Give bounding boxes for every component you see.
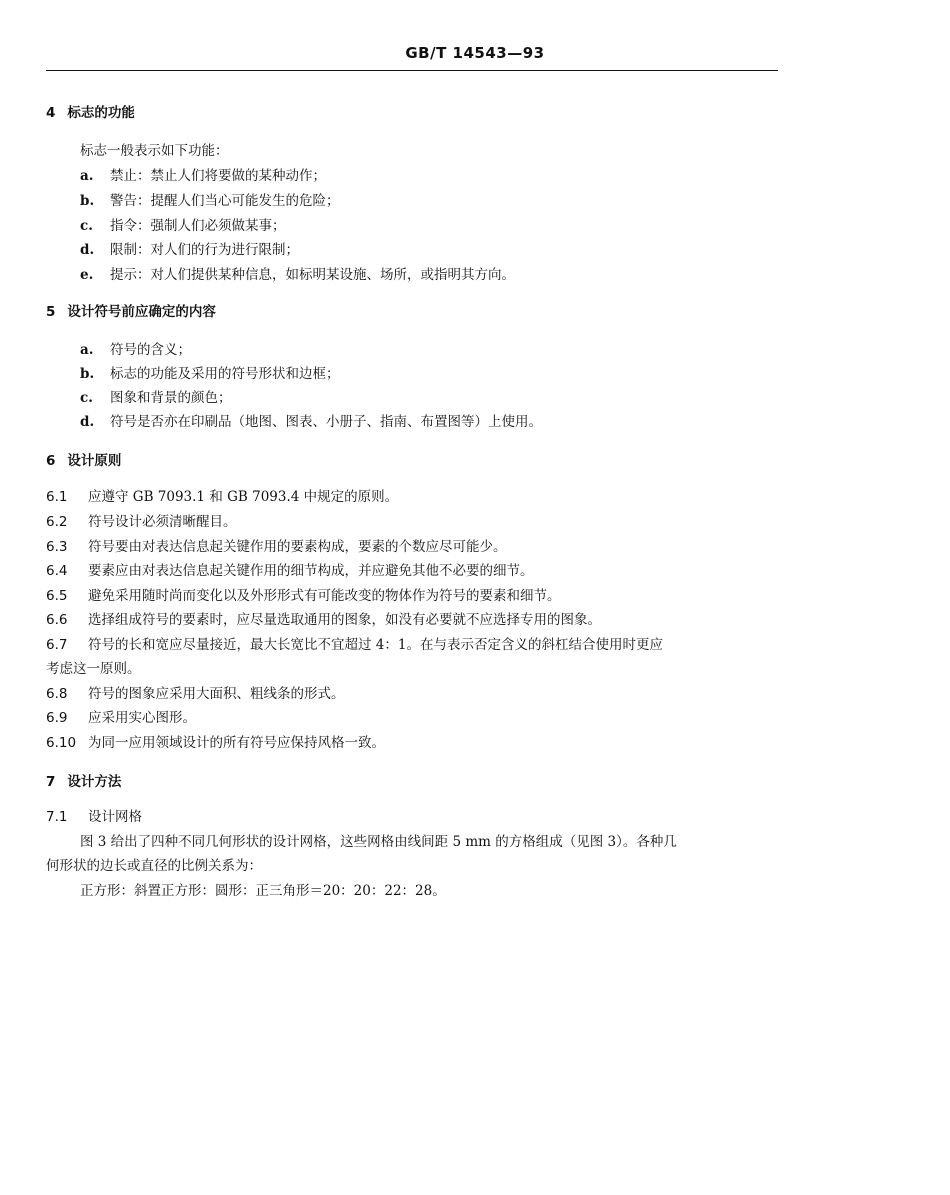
section-4-title: 标志的功能 <box>67 105 135 121</box>
clause-6-10: 6.10 为同一应用领域设计的所有符号应保持风格一致。 <box>46 735 385 751</box>
clause-6-5: 6.5 避免采用随时尚而变化以及外形形式有可能改变的物体作为符号的要素和细节。 <box>46 588 561 604</box>
header-rule <box>46 70 778 71</box>
section-7-paragraph-2: 正方形：斜置正方形：圆形：正三角形＝20：20：22：28。 <box>80 883 446 899</box>
clause-6-9: 6.9 应采用实心图形。 <box>46 710 196 726</box>
clause-7-1: 7.1 设计网格 <box>46 809 142 825</box>
clause-6-6: 6.6 选择组成符号的要素时，应尽量选取通用的图象，如没有必要就不应选择专用的图象。 <box>46 612 601 628</box>
section-5-item-d: d. 符号是否亦在印刷品（地图、图表、小册子、指南、布置图等）上使用。 <box>80 414 542 430</box>
section-4-item-b: b. 警告：提醒人们当心可能发生的危险； <box>80 193 340 209</box>
section-7-number: 7 <box>46 774 56 790</box>
section-4-heading <box>46 104 135 122</box>
clause-6-7-continued: 考虑这一原则。 <box>46 661 141 677</box>
section-6-title: 设计原则 <box>67 453 122 469</box>
section-4-item-e: e. 提示：对人们提供某种信息，如标明某设施、场所，或指明其方向。 <box>80 267 515 283</box>
section-7-heading <box>46 773 121 791</box>
section-6-number: 6 <box>46 453 56 469</box>
section-4-item-c: c. 指令：强制人们必须做某事； <box>80 218 286 234</box>
section-7-paragraph-1: 图 3 给出了四种不同几何形状的设计网格，这些网格由线间距 5 mm 的方格组成（见图 3）。各种几 <box>80 834 677 850</box>
section-5-title: 设计符号前应确定的内容 <box>67 304 216 320</box>
clause-6-7: 6.7 符号的长和宽应尽量接近，最大长宽比不宜超过 4：1。在与表示否定含义的斜杠结合使用时更应 <box>46 637 663 653</box>
section-4-item-a: a. 禁止：禁止人们将要做的某种动作； <box>80 168 326 184</box>
clause-6-2: 6.2 符号设计必须清晰醒目。 <box>46 514 237 530</box>
section-5-item-a: a. 符号的含义； <box>80 342 191 358</box>
section-5-item-c: c. 图象和背景的颜色； <box>80 390 232 406</box>
clause-6-4: 6.4 要素应由对表达信息起关键作用的细节构成，并应避免其他不必要的细节。 <box>46 563 534 579</box>
section-5-heading <box>46 303 216 321</box>
section-7-title: 设计方法 <box>67 774 122 790</box>
section-4-item-d: d. 限制：对人们的行为进行限制； <box>80 242 299 258</box>
section-5-item-b: b. 标志的功能及采用的符号形状和边框； <box>80 366 340 382</box>
section-7-paragraph-1-continued: 何形状的边长或直径的比例关系为： <box>46 858 262 874</box>
standard-number-header: GB/T 14543—93 <box>405 44 545 62</box>
section-4-intro: 标志一般表示如下功能： <box>80 143 229 159</box>
clause-6-3: 6.3 符号要由对表达信息起关键作用的要素构成，要素的个数应尽可能少。 <box>46 539 507 555</box>
section-5-number: 5 <box>46 304 56 320</box>
section-6-heading <box>46 452 121 470</box>
section-4-number: 4 <box>46 105 56 121</box>
clause-6-8: 6.8 符号的图象应采用大面积、粗线条的形式。 <box>46 686 345 702</box>
clause-6-1: 6.1 应遵守 GB 7093.1 和 GB 7093.4 中规定的原则。 <box>46 489 399 505</box>
